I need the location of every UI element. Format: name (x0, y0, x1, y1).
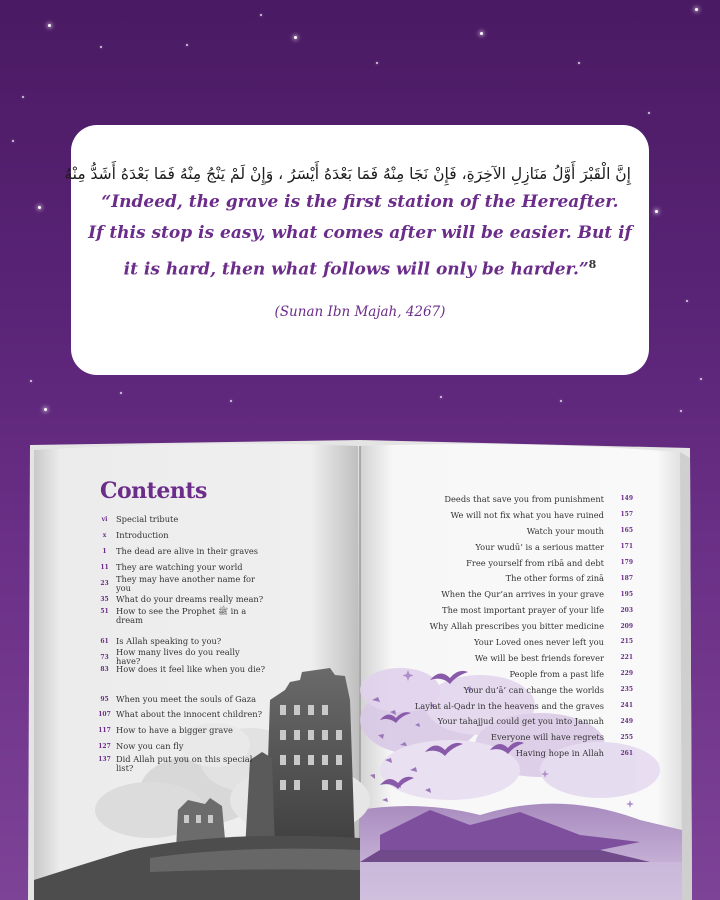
toc-entry (93, 649, 273, 665)
toc-entry (93, 573, 273, 593)
toc-page-number: 187 (620, 574, 633, 582)
toc-page-number: 229 (620, 670, 633, 678)
toc-entry (93, 591, 273, 607)
toc-title: The most important prayer of your life (442, 605, 604, 616)
toc-title: Having hope in Allah (515, 748, 604, 759)
translation-line-text: it is hard, then what follows will only be harder.” (123, 259, 589, 280)
toc-entry (400, 745, 633, 761)
toc-title: When the Qur’an arrives in your grave (441, 589, 604, 600)
toc-page-number: 127 (98, 743, 111, 751)
toc-entry (93, 739, 273, 755)
toc-page-number: 117 (98, 727, 111, 735)
toc-title: The other forms of zinā (505, 573, 604, 584)
toc-page-number: 209 (620, 622, 633, 630)
toc-title: Did Allah put you on this special list? (116, 753, 253, 773)
toc-page-number: 95 (100, 695, 109, 703)
toc-title: Special tribute (116, 514, 179, 525)
toc-entry (93, 691, 273, 707)
toc-page-number: 73 (100, 653, 109, 661)
toc-page-number: 165 (620, 527, 633, 535)
contents-heading: Contents (100, 478, 207, 504)
toc-title: How many lives do you really have? (116, 647, 240, 667)
toc-entry (400, 698, 633, 714)
toc-title: What do your dreams really mean? (116, 593, 264, 604)
toc-title: Why Allah prescribes you bitter medicine (429, 621, 604, 632)
toc-entry (400, 729, 633, 745)
toc-page-number: 195 (620, 590, 633, 598)
toc-title: How to have a bigger grave (116, 725, 233, 736)
toc-page-number: 261 (620, 749, 633, 757)
toc-page-number: 171 (620, 543, 633, 551)
toc-page-number: 1 (102, 548, 107, 556)
toc-title: Your du‘ā’ can change the worlds (463, 684, 604, 695)
toc-page-number: 235 (620, 686, 633, 694)
toc-entry (400, 523, 633, 539)
toc-page-number: 11 (100, 564, 109, 572)
toc-entry (400, 682, 633, 698)
toc-page-number: 255 (620, 733, 633, 741)
toc-page-number: 137 (98, 755, 111, 763)
toc-title: The dead are alive in their graves (116, 546, 259, 557)
toc-title: We will be best friends forever (474, 652, 604, 663)
toc-page-number: 23 (100, 580, 109, 587)
toc-entry (93, 528, 273, 544)
toc-page-number: 83 (100, 666, 109, 674)
toc-entry (93, 607, 273, 633)
toc-page-number: 215 (620, 638, 633, 646)
toc-page-number: 35 (100, 595, 109, 603)
toc-page-number: 51 (100, 608, 109, 616)
toc-entry (93, 707, 273, 723)
toc-title: Is Allah speaking to you? (116, 635, 222, 646)
toc-title: Watch your mouth (526, 525, 604, 536)
toc-entry (400, 491, 633, 507)
toc-title: People from a past life (509, 668, 604, 679)
toc-page-number: vi (101, 516, 108, 524)
translation-line: “Indeed, the grave is the first station of the Hereafter. (101, 192, 619, 212)
toc-entry (93, 665, 273, 691)
toc-title: Your tahajjud could get you into Jannah (437, 716, 604, 727)
toc-page-number: 241 (620, 702, 633, 710)
arabic-hadith: إِنَّ الْقَبْرَ أَوَّلُ مَنَازِلِ الآخِرَةِ، فَإِنْ نَجَا مِنْهُ فَمَا بَعْدَهُ أَيْسَرُ ، وَإِنْ لَمْ يَنْجُ مِنْهُ فَمَا بَعْدَهُ أَشَدُّ مِنْهُ (64, 165, 631, 183)
toc-page-number: 221 (620, 654, 633, 662)
toc-entry (400, 666, 633, 682)
toc-title: They may have another name for you (116, 573, 255, 593)
toc-title: What about the innocent children? (116, 709, 263, 720)
toc-page-number: 149 (620, 495, 633, 503)
translation-line: If this stop is easy, what comes after will be easier. But if (88, 223, 632, 243)
toc-entry (93, 544, 273, 560)
toc-title: They are watching your world (116, 562, 243, 573)
toc-title: Laylat al-Qadr in the heavens and the graves (414, 700, 604, 711)
toc-entry (400, 602, 633, 618)
toc-page-number: x (102, 532, 107, 540)
toc-title: How does it feel like when you die? (116, 664, 266, 675)
toc-page-number: 203 (620, 606, 633, 614)
toc-entry (400, 570, 633, 586)
toc-left-column (93, 512, 273, 781)
toc-entry (400, 507, 633, 523)
footnote-marker: 8 (588, 258, 597, 271)
toc-entry (400, 539, 633, 555)
toc-page-number: 107 (98, 711, 111, 719)
toc-title: Deeds that save you from punishment (444, 493, 604, 504)
hadith-citation: (Sunan Ibn Majah, 4267) (274, 303, 446, 320)
toc-page-number: 157 (620, 511, 633, 519)
toc-title: Free yourself from ribā and debt (466, 557, 604, 568)
toc-title: Your Loved ones never left you (474, 636, 604, 647)
toc-entry (93, 755, 273, 781)
toc-title: Your wudū’ is a serious matter (475, 541, 604, 552)
toc-entry (400, 586, 633, 602)
toc-entry (93, 723, 273, 739)
toc-title: Everyone will have regrets (490, 732, 604, 743)
toc-entry (400, 713, 633, 729)
toc-entry (93, 512, 273, 528)
toc-page-number: 179 (620, 559, 633, 566)
toc-right-column (400, 491, 633, 761)
toc-title: How to see the Prophet ﷺ in a dream (116, 606, 247, 626)
toc-entry (400, 555, 633, 571)
toc-entry (400, 650, 633, 666)
toc-title: We will not fix what you have ruined (450, 509, 604, 520)
toc-entry (400, 618, 633, 634)
toc-title: When you meet the souls of Gaza (116, 693, 257, 704)
toc-page-number: 61 (100, 637, 109, 645)
toc-page-number: 249 (620, 717, 633, 725)
toc-title: Now you can fly (116, 741, 184, 752)
toc-entry (400, 634, 633, 650)
toc-title: Introduction (116, 530, 169, 541)
